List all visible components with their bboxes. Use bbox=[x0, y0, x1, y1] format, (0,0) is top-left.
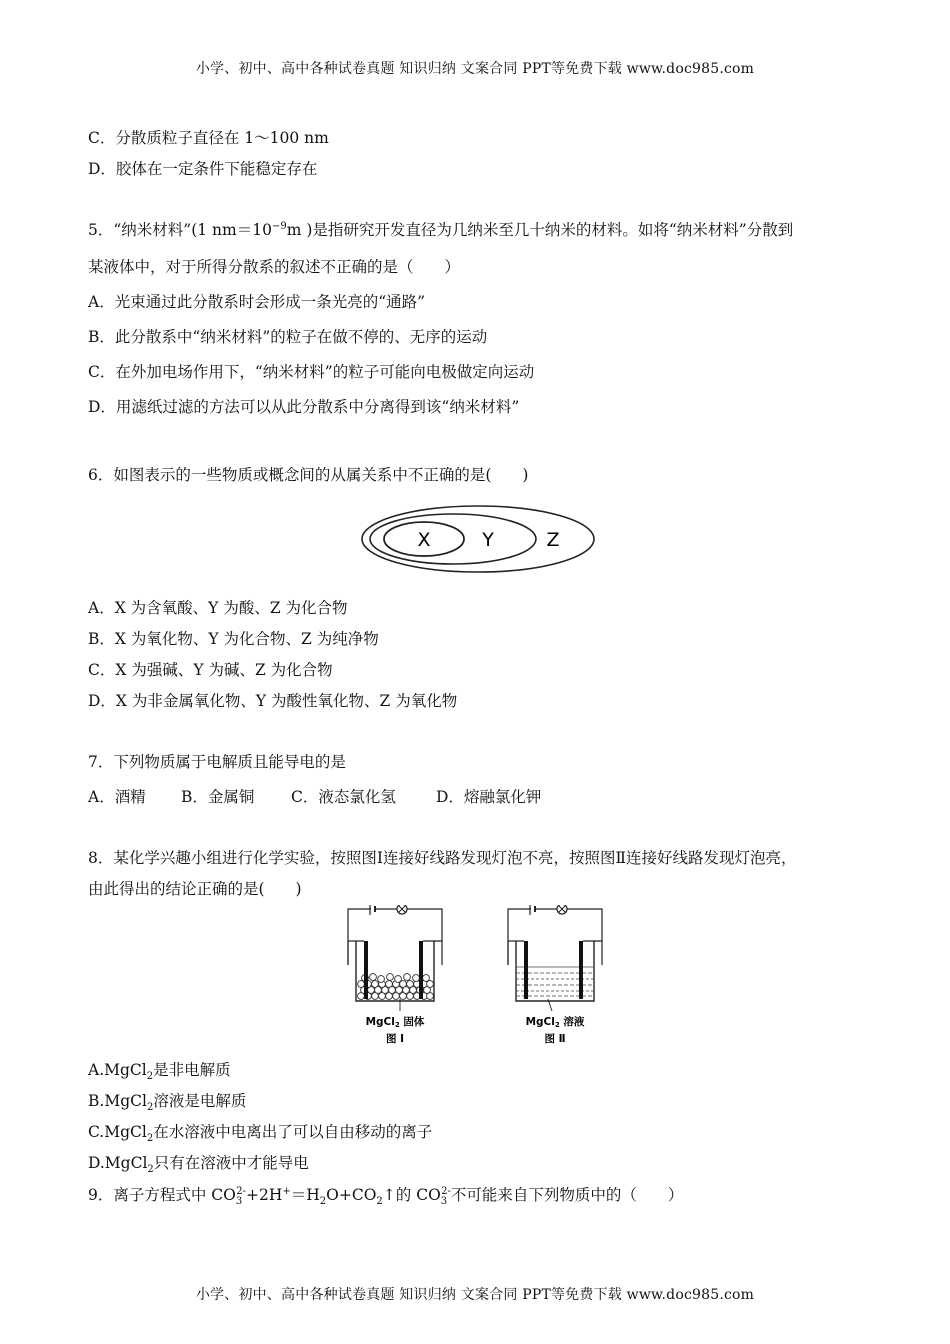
q8-figure-2-solution bbox=[500, 905, 610, 1045]
label-x: X bbox=[417, 529, 431, 551]
q6-option-d: D．X 为非金属氧化物、Y 为酸性氧化物、Z 为氧化物 bbox=[88, 692, 458, 710]
q5-stem-sup: −9 bbox=[271, 220, 287, 232]
wire bbox=[508, 909, 602, 965]
q8-option-c: C.MgCl$_2$在水溶液中电离出了可以自由移动的离子 bbox=[88, 1123, 433, 1145]
q7-option-b: B．金属铜 bbox=[181, 788, 255, 806]
q5-option-b: B．此分散系中“纳米材料”的粒子在做不停的、无序的运动 bbox=[88, 328, 488, 346]
q7-option-a: A．酒精 bbox=[88, 788, 146, 806]
q5-stem-b: m )是指研究开发直径为几纳米至几十纳米的材料。如将“纳米材料”分散到 bbox=[286, 221, 794, 239]
q6-nested-ellipses-figure bbox=[358, 502, 598, 576]
q6-option-b: B．X 为氧化物、Y 为化合物、Z 为纯净物 bbox=[88, 630, 379, 648]
q7-options bbox=[88, 785, 541, 807]
fig1-caption: 图 I bbox=[385, 1033, 405, 1045]
q6-option-c: C．X 为强碱、Y 为碱、Z 为化合物 bbox=[88, 661, 333, 679]
ellipse-y bbox=[370, 514, 536, 564]
label-z: Z bbox=[546, 529, 560, 551]
q8-option-b: B.MgCl$_2$溶液是电解质 bbox=[88, 1092, 247, 1114]
q5-stem-a: 5．“纳米材料”(1 nm＝10 bbox=[88, 221, 272, 239]
page-footer: 小学、初中、高中各种试卷真题 知识归纳 文案合同 PPT等免费下载 www.doc985.com bbox=[195, 1287, 755, 1303]
q8-stem-line2: 由此得出的结论正确的是( ) bbox=[88, 880, 302, 898]
q6-stem: 6．如图表示的一些物质或概念间的从属关系中不正确的是( ) bbox=[88, 466, 529, 484]
q5-option-c: C．在外加电场作用下，“纳米材料”的粒子可能向电极做定向运动 bbox=[88, 363, 535, 381]
q9-stem: 9．离子方程式中 $CO_3^{2-}+2H^+=H_2O+CO_2↑$的 $CO_3^{2-}$不可能来自下列物质中的（ ） bbox=[88, 1185, 684, 1208]
electrode-right bbox=[419, 941, 423, 999]
q4-option-d: D．胶体在一定条件下能稳定存在 bbox=[88, 160, 318, 178]
electrode-right bbox=[579, 941, 583, 999]
q4-option-c: C．分散质粒子直径在 1～100 nm bbox=[88, 129, 329, 147]
wire bbox=[348, 909, 442, 965]
label-y: Y bbox=[482, 529, 494, 551]
q5-option-d: D．用滤纸过滤的方法可以从此分散系中分离得到该“纳米材料” bbox=[88, 398, 520, 416]
fig2-caption: 图 Ⅱ bbox=[544, 1033, 566, 1045]
fig2-label: MgCl2 溶液 bbox=[525, 1016, 585, 1029]
q7-option-c: C．液态氯化氢 bbox=[291, 788, 396, 806]
q7-stem: 7．下列物质属于电解质且能导电的是 bbox=[88, 753, 346, 771]
q5-stem-line2: 某液体中，对于所得分散系的叙述不正确的是（ ） bbox=[88, 258, 461, 276]
q8-stem-line1: 8．某化学兴趣小组进行化学实验，按照图Ⅰ连接好线路发现灯泡不亮，按照图Ⅱ连接好线路发现灯泡亮， bbox=[88, 849, 797, 867]
q6-option-a: A．X 为含氧酸、Y 为酸、Z 为化合物 bbox=[88, 599, 348, 617]
q7-option-d: D．熔融氯化钾 bbox=[436, 788, 542, 806]
page-header: 小学、初中、高中各种试卷真题 知识归纳 文案合同 PPT等免费下载 www.doc985.com bbox=[195, 61, 755, 77]
q8-option-d: D.MgCl$_2$只有在溶液中才能导电 bbox=[88, 1154, 309, 1176]
q5-option-a: A．光束通过此分散系时会形成一条光亮的“通路” bbox=[88, 293, 426, 311]
q8-figure-1-solid bbox=[340, 905, 450, 1045]
fig1-label: MgCl2 固体 bbox=[365, 1016, 425, 1029]
q5-stem bbox=[88, 218, 793, 240]
q8-option-a: A.MgCl$_2$是非电解质 bbox=[88, 1061, 231, 1083]
electrode-left bbox=[524, 941, 528, 999]
electrode-left bbox=[364, 941, 368, 999]
